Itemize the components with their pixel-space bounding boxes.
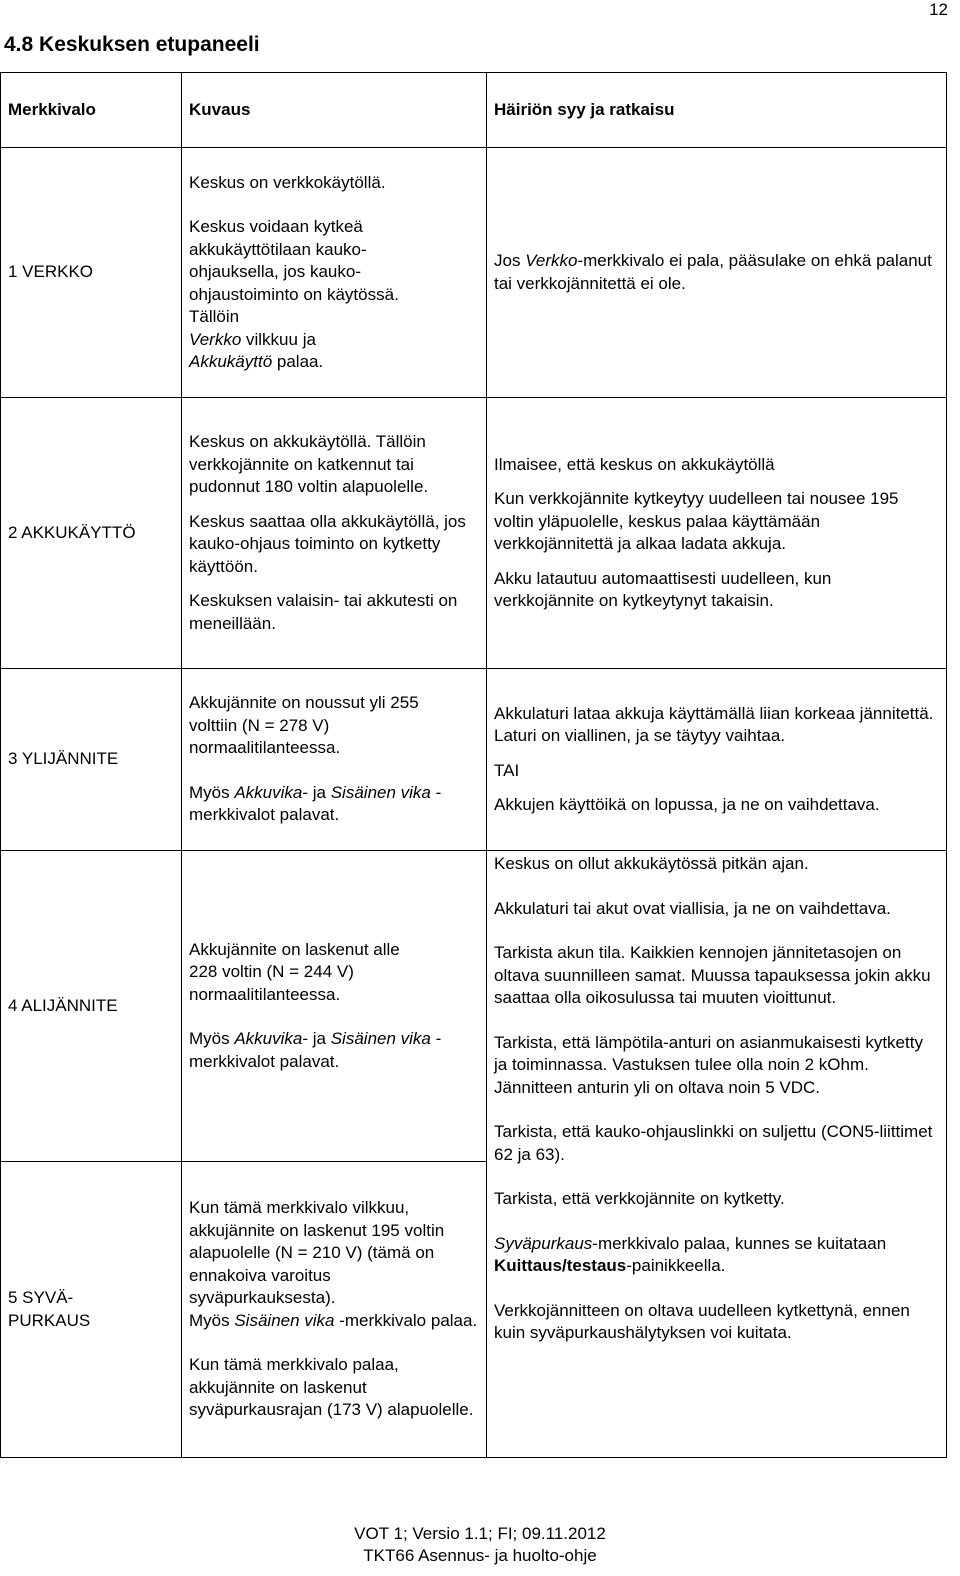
- desc-line: Tällöin: [189, 307, 240, 326]
- cause-solution: [487, 398, 947, 669]
- indicator-name: 1 VERKKO: [1, 148, 182, 398]
- desc-line: ohjaustoiminto on käytössä.: [189, 284, 399, 304]
- indicator-name: 2 AKKUKÄYTTÖ: [1, 398, 182, 669]
- desc-paragraph: Keskus on akkukäytöllä. Tällöin verkkojännite on katkennut tai pudonnut 180 voltin alapuolelle.: [189, 432, 429, 496]
- indicator-description: [182, 851, 487, 1162]
- cause-paragraph: Keskus on ollut akkukäytössä pitkän ajan.: [494, 854, 809, 873]
- footer-version: VOT 1; Versio 1.1; FI; 09.11.2012: [354, 1524, 606, 1543]
- desc-paragraph: Myös Akkuvika- ja Sisäinen vika - merkkivalot palavat.: [189, 1029, 442, 1071]
- cause-paragraph: Ilmaisee, että keskus on akkukäytöllä: [494, 454, 775, 474]
- desc-line: akkukäyttötilaan kauko-: [189, 239, 367, 259]
- footer-document-title: TKT66 Asennus- ja huolto-ohje: [363, 1546, 597, 1565]
- table-row: [1, 669, 947, 851]
- indicator-table: [0, 72, 947, 1458]
- cause-paragraph: Syväpurkaus-merkkivalo palaa, kunnes se kuitataan Kuittaus/testaus-painikkeella.: [494, 1233, 887, 1275]
- desc-line: Keskus voidaan kytkeä: [189, 217, 363, 236]
- cause-paragraph: Tarkista, että lämpötila-anturi on asianmukaisesti kytketty ja toiminnassa. Vastuksen tulee olla noin 2 kOhm. Jännitteen anturin yli on oltava noin 5 VDC.: [494, 1032, 923, 1097]
- cause-text: Jos Verkko-merkkivalo ei pala, pääsulake on ehkä palanut tai verkkojännitettä ei ole.: [494, 251, 932, 293]
- col-header-indicator: Merkkivalo: [1, 73, 182, 148]
- cause-solution: [487, 669, 947, 851]
- cause-paragraph: Kun verkkojännite kytkeytyy uudelleen tai nousee 195 voltin yläpuolelle, keskus palaa käyttämään verkkojännitettä ja alkaa ladata akkuja.: [494, 489, 899, 553]
- desc-paragraph: Myös Akkuvika- ja Sisäinen vika - merkkivalot palavat.: [189, 782, 442, 825]
- desc-paragraph: Akkujännite on noussut yli 255 volttiin (N = 278 V) normaalitilanteessa.: [189, 693, 419, 758]
- cause-paragraph: TAI: [494, 760, 520, 780]
- cause-paragraph: Tarkista, että kauko-ohjauslinkki on suljettu (CON5-liittimet 62 ja 63).: [494, 1122, 933, 1164]
- cause-paragraph: Tarkista, että verkkojännite on kytketty.: [494, 1189, 785, 1208]
- indicator-description: [182, 1162, 487, 1458]
- indicator-description: [182, 398, 487, 669]
- cause-solution: [487, 851, 947, 1458]
- indicator-description: [182, 669, 487, 851]
- desc-paragraph: Myös Sisäinen vika -merkkivalo palaa.: [189, 1310, 478, 1330]
- indicator-name: 3 YLIJÄNNITE: [1, 669, 182, 851]
- indicator-name: 5 SYVÄ-PURKAUS: [1, 1162, 182, 1458]
- desc-paragraph: Akkujännite on laskenut alle 228 voltin (N = 244 V) normaalitilanteessa.: [189, 939, 400, 1004]
- desc-paragraph: Kun tämä merkkivalo vilkkuu, akkujännite on laskenut 195 voltin alapuolelle (N = 210 V) (tämä on ennakoiva varoitus syväpurkauksesta).: [189, 1198, 445, 1308]
- indicator-name: 4 ALIJÄNNITE: [1, 851, 182, 1162]
- section-heading: 4.8 Keskuksen etupaneeli: [4, 33, 260, 56]
- desc-paragraph: Keskuksen valaisin- tai akkutesti on meneillään.: [189, 591, 458, 633]
- cause-paragraph: Akkulaturi tai akut ovat viallisia, ja ne on vaihdettava.: [494, 898, 891, 918]
- desc-line: Keskus on verkkokäytöllä.: [189, 172, 386, 192]
- col-header-description: Kuvaus: [182, 73, 487, 148]
- cause-paragraph: Tarkista akun tila. Kaikkien kennojen jännitetasojen on oltava suunnilleen samat. Muussa tapauksessa jokin akku saattaa olla oikosulussa tai muuten vioittunut.: [494, 943, 931, 1007]
- table-header-row: [1, 73, 947, 148]
- cause-paragraph: Akku latautuu automaattisesti uudelleen, kun verkkojännite on kytkeytynyt takaisin.: [494, 568, 832, 610]
- indicator-description: [182, 148, 487, 398]
- page-number: 12: [929, 0, 948, 19]
- col-header-cause: Häiriön syy ja ratkaisu: [487, 73, 947, 148]
- table-row: [1, 398, 947, 669]
- cause-paragraph: Verkkojännitteen on oltava uudelleen kytkettynä, ennen kuin syväpurkaushälytyksen voi kuitata.: [494, 1300, 910, 1342]
- cause-paragraph: Akkulaturi lataa akkuja käyttämällä liian korkeaa jännitettä. Laturi on viallinen, ja se täytyy vaihtaa.: [494, 703, 934, 745]
- desc-paragraph: Keskus saattaa olla akkukäytöllä, jos kauko-ohjaus toiminto on kytketty käyttöön.: [189, 511, 466, 576]
- cause-paragraph: Akkujen käyttöikä on lopussa, ja ne on vaihdettava.: [494, 795, 880, 814]
- desc-line: ohjauksella, jos kauko-: [189, 262, 361, 281]
- cause-solution: [487, 148, 947, 398]
- desc-line: Akkukäyttö palaa.: [189, 352, 324, 371]
- desc-line: Verkko vilkkuu ja: [189, 329, 316, 349]
- table-row: [1, 148, 947, 398]
- desc-paragraph: Kun tämä merkkivalo palaa, akkujännite on laskenut syväpurkausrajan (173 V) alapuolelle.: [189, 1355, 474, 1420]
- table-row: [1, 851, 947, 1162]
